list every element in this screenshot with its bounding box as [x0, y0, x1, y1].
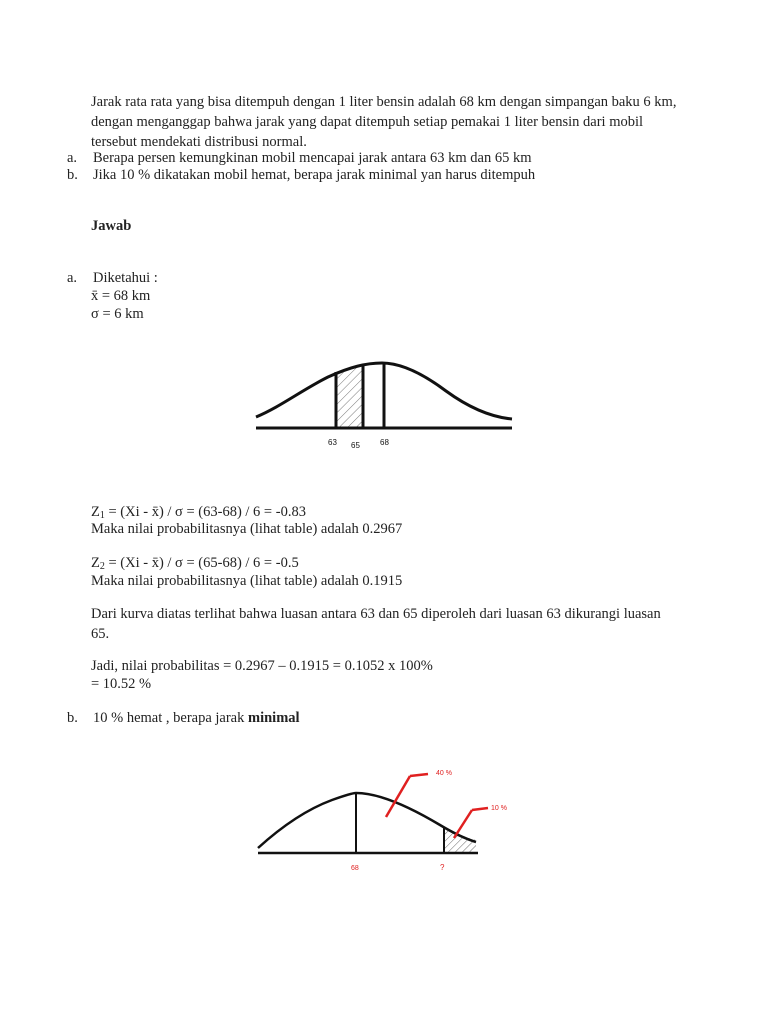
- label-40-percent: 40 %: [436, 770, 452, 777]
- answer-b-bold: minimal: [248, 710, 300, 726]
- answer-a-known: [67, 268, 687, 288]
- result-line-1: Jadi, nilai probabilitas = 0.2967 – 0.1915 = 0.1052 x 100%: [91, 658, 433, 674]
- z2-symbol: Z: [91, 555, 100, 571]
- problem-intro: Jarak rata rata yang bisa ditempuh dengan 1 liter bensin adalah 68 km dengan simpangan baku 6 km, dengan menganggap bahwa jarak yang dapat ditempuh setiap pemakai 1 liter bensin dari mobil tersebut mendekati distribusi normal.: [91, 94, 677, 150]
- pointer-40-tail: [410, 774, 428, 776]
- label-63: 63: [328, 438, 337, 447]
- question-b-text: Jika 10 % dikatakan mobil hemat, berapa jarak minimal yan harus ditempuh: [93, 167, 536, 183]
- answer-a-label: a.: [67, 270, 78, 286]
- normal-curve-figure-1: [250, 355, 520, 455]
- answer-b: [67, 708, 687, 728]
- z2-subscript: 2: [99, 561, 105, 572]
- answer-heading: Jawab: [91, 218, 132, 234]
- label-68: 68: [380, 438, 389, 447]
- normal-curve-figure-2: [250, 760, 530, 880]
- pointer-40: [386, 776, 410, 817]
- z1-subscript: 1: [99, 510, 105, 521]
- question-a-label: a.: [67, 150, 78, 166]
- z2-probability: Maka nilai probabilitasnya (lihat table) adalah 0.1915: [91, 573, 403, 589]
- z1-symbol: Z: [91, 504, 100, 520]
- pointer-10: [454, 810, 472, 838]
- answer-b-label: b.: [67, 710, 78, 726]
- sd-line: σ = 6 km: [91, 306, 144, 322]
- z1-formula: = (Xi - x̄) / σ = (63-68) / 6 = -0.83: [104, 504, 306, 520]
- mean-line: x̄ = 68 km: [91, 288, 151, 304]
- label-10-percent: 10 %: [491, 805, 507, 812]
- result-line-2: = 10.52 %: [91, 676, 152, 692]
- question-a-text: Berapa persen kemungkinan mobil mencapai jarak antara 63 km dan 65 km: [93, 150, 532, 166]
- answer-b-text: 10 % hemat , berapa jarak: [93, 710, 248, 726]
- question-b-label: b.: [67, 167, 78, 183]
- pointer-10-tail: [472, 808, 488, 810]
- known-label: Diketahui :: [93, 270, 158, 286]
- explanation-text: Dari kurva diatas terlihat bahwa luasan antara 63 dan 65 diperoleh dari luasan 63 dikurangi luasan 65.: [91, 606, 661, 642]
- label-68-fig2: 68: [351, 865, 359, 872]
- shaded-area-63-65: [336, 365, 363, 427]
- z2-formula: = (Xi - x̄) / σ = (65-68) / 6 = -0.5: [104, 555, 299, 571]
- z1-probability: Maka nilai probabilitasnya (lihat table) adalah 0.2967: [91, 521, 403, 537]
- label-question: ?: [440, 863, 445, 872]
- label-65: 65: [351, 441, 360, 450]
- question-b: [67, 165, 687, 185]
